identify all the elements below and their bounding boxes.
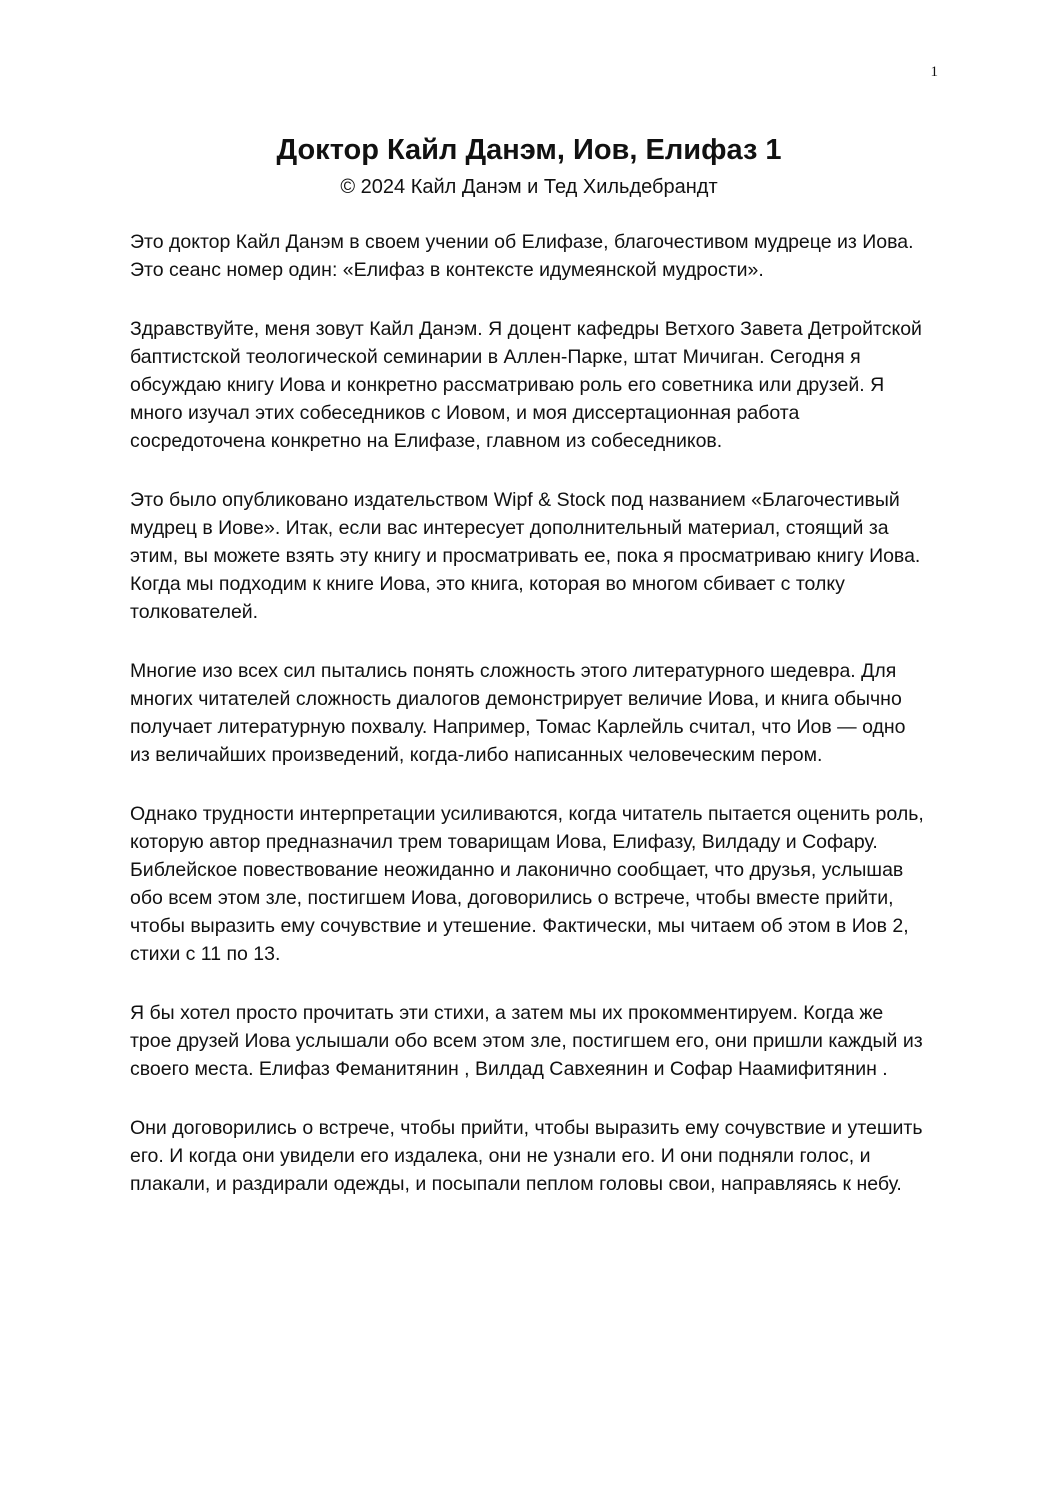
page-title: Доктор Кайл Данэм, Иов, Елифаз 1 — [276, 134, 782, 166]
page-number: 1 — [930, 64, 938, 80]
paragraph-6: Я бы хотел просто прочитать эти стихи, а затем мы их прокомментируем. Когда же трое друзей Иова услышали обо всем этом зле, постигшем его, они пришли каждый из своего места. Елифаз Феманитянин , Вилдад Савхеянин и Софар Наамифитянин . — [130, 1002, 923, 1080]
paragraph-3: Это было опубликовано издательством Wipf & Stock под названием «Благочестивый мудрец в Иове». Итак, если вас интересует дополнительный материал, стоящий за этим, вы можете взять эту книгу и просматривать ее, пока я просматриваю книгу Иова. Когда мы подходим к книге Иова, это книга, которая во многом сбивает с толку толкователей. — [130, 489, 921, 623]
paragraph-1: Это доктор Кайл Данэм в своем учении об Елифазе, благочестивом мудреце из Иова. Это сеанс номер один: «Елифаз в контексте идумеянской мудрости». — [130, 231, 914, 281]
paragraph-4: Многие изо всех сил пытались понять сложность этого литературного шедевра. Для многих читателей сложность диалогов демонстрирует величие Иова, и книга обычно получает литературную похвалу. Например, Томас Карлейль считал, что Иов — одно из величайших произведений, когда-либо написанных человеческим пером. — [130, 660, 906, 766]
paragraph-5: Однако трудности интерпретации усиливаются, когда читатель пытается оценить роль, которую автор предназначил трем товарищам Иова, Елифазу, Вилдаду и Софару. Библейское повествование неожиданно и лаконично сообщает, что друзья, услышав обо всем этом зле, постигшем Иова, договорились о встрече, чтобы вместе прийти, чтобы выразить ему сочувствие и утешение. Фактически, мы читаем об этом в Иов 2, стихи с 11 по 13. — [130, 803, 924, 965]
document-body — [130, 228, 930, 1229]
paragraph-2: Здравствуйте, меня зовут Кайл Данэм. Я доцент кафедры Ветхого Завета Детройтской баптистской теологической семинарии в Аллен-Парке, штат Мичиган. Сегодня я обсуждаю книгу Иова и конкретно рассматриваю роль его советника или друзей. Я много изучал этих собеседников с Иовом, и моя диссертационная работа сосредоточена конкретно на Елифазе, главном из собеседников. — [130, 318, 922, 452]
copyright-line: © 2024 Кайл Данэм и Тед Хильдебрандт — [340, 176, 718, 198]
paragraph-7: Они договорились о встрече, чтобы прийти, чтобы выразить ему сочувствие и утешить его. И когда они увидели его издалека, они не узнали его. И они подняли голос, и плакали, и раздирали одежды, и посыпали пеплом головы свои, направляясь к небу. — [130, 1117, 923, 1195]
